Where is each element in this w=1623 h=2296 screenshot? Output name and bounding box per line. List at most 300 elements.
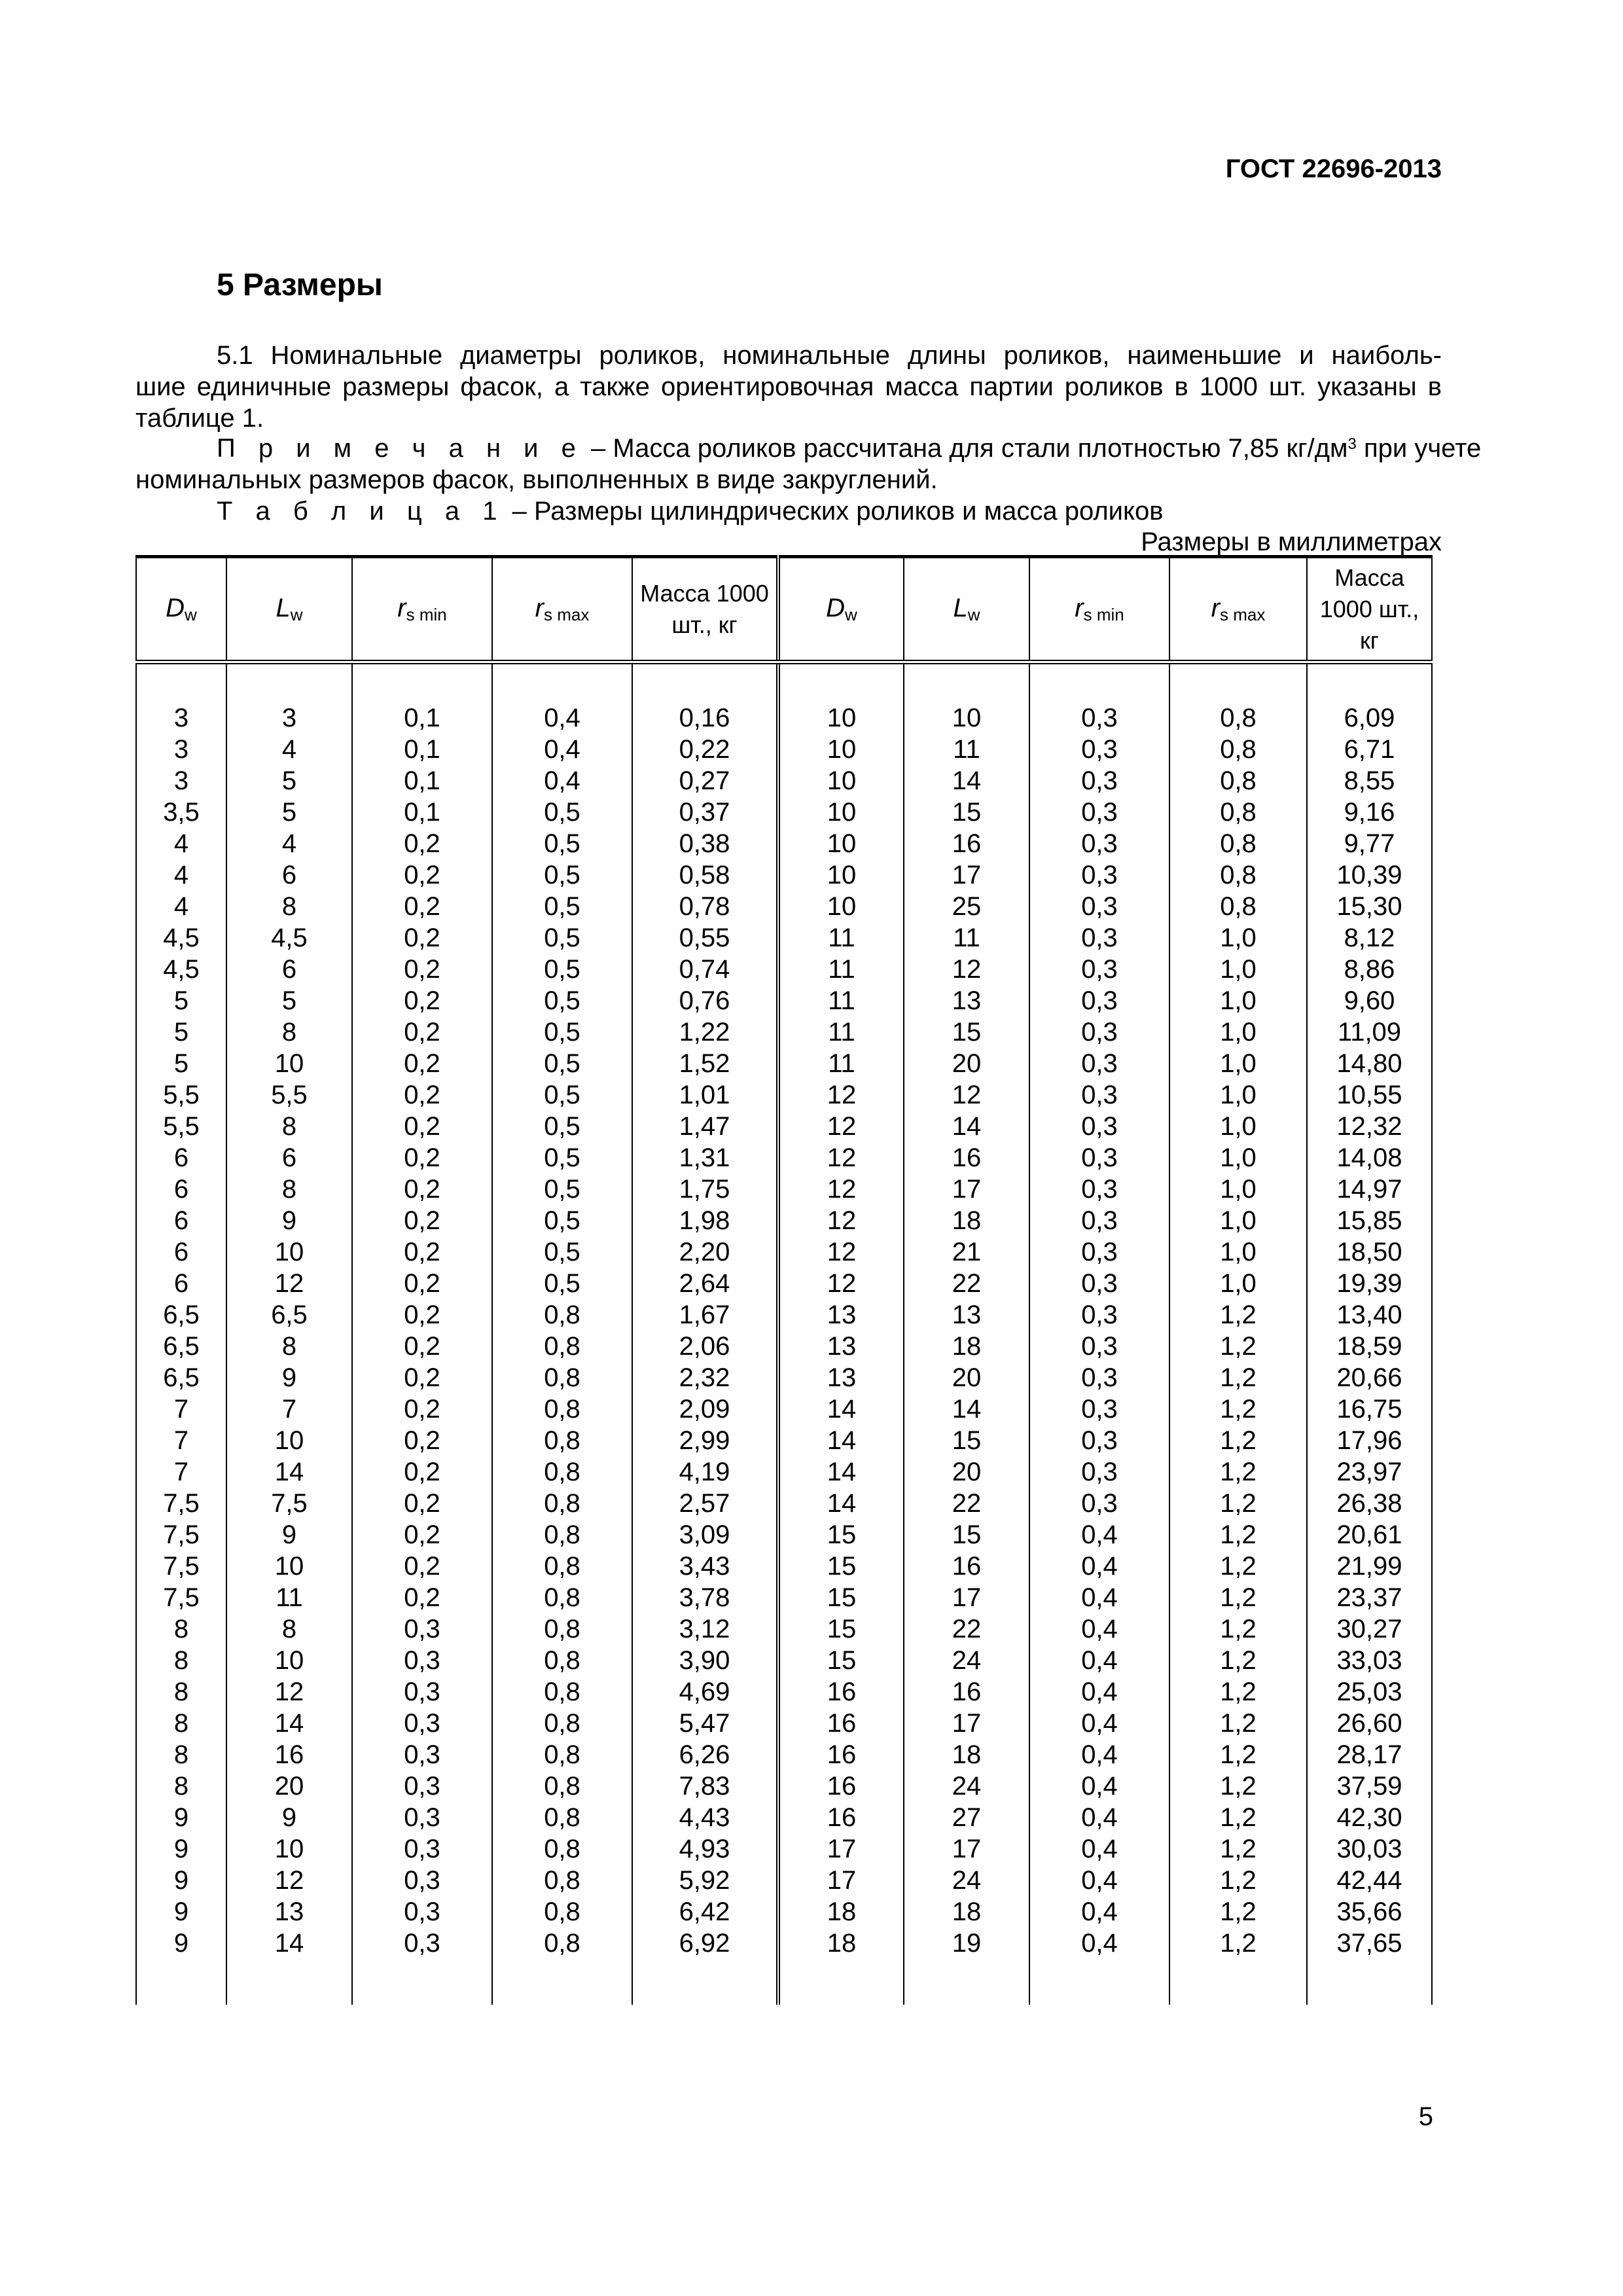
table-row	[136, 1582, 1432, 1613]
column-header	[492, 557, 632, 662]
table-cell: 0,3	[1029, 1268, 1169, 1299]
table-cell: 8	[226, 1111, 352, 1142]
table-cell	[1169, 662, 1307, 703]
table-cell: 0,2	[352, 1299, 492, 1331]
table-cell: 14,80	[1307, 1048, 1432, 1079]
paragraph-line: 5.1 Номинальные диаметры роликов, номинальные длины роликов, наименьшие и наиболь-	[217, 341, 1442, 370]
table-cell: 0,2	[352, 954, 492, 985]
table-cell	[1307, 662, 1432, 703]
table-cell: 17	[904, 1708, 1029, 1739]
table-cell: 0,1	[352, 765, 492, 797]
table-cell: 0,3	[1029, 1425, 1169, 1456]
table-cell: 2,57	[632, 1488, 778, 1519]
table-cell: 0,5	[492, 797, 632, 828]
table-cell: 0,3	[352, 1833, 492, 1865]
table-cell: 0,2	[352, 1425, 492, 1456]
column-header	[1029, 557, 1169, 662]
table-cell: 1,0	[1169, 1016, 1307, 1048]
table-cell: 17	[778, 1865, 904, 1896]
table-cell: 0,5	[492, 891, 632, 922]
table-cell: 14	[904, 1111, 1029, 1142]
table-cell: 10	[904, 702, 1029, 734]
table-cell: 1,0	[1169, 1268, 1307, 1299]
table-cell: 8	[226, 1016, 352, 1048]
table-cell: 18	[904, 1205, 1029, 1236]
table-cell: 0,5	[492, 985, 632, 1016]
table-cell: 5,47	[632, 1708, 778, 1739]
table-cell: 0,4	[1029, 1928, 1169, 1959]
table-cell: 13	[904, 1299, 1029, 1331]
table-cell: 33,03	[1307, 1645, 1432, 1676]
table-row	[136, 1928, 1432, 1959]
table-cell: 0,8	[492, 1645, 632, 1676]
table-cell: 0,58	[632, 859, 778, 891]
table-cell: 6,42	[632, 1896, 778, 1928]
table-cell: 9,16	[1307, 797, 1432, 828]
table-cell: 0,8	[492, 1299, 632, 1331]
table-cell: 6,71	[1307, 734, 1432, 765]
table-cell: 12	[904, 954, 1029, 985]
note-label: П р и м е ч а н и е	[217, 434, 584, 463]
table-cell: 0,5	[492, 1142, 632, 1174]
table-cell: 16	[778, 1802, 904, 1833]
table-cell: 16	[904, 828, 1029, 859]
table-cell: 14,97	[1307, 1174, 1432, 1205]
table-cell: 0,5	[492, 1174, 632, 1205]
table-cell: 10	[778, 765, 904, 797]
table-cell: 7,5	[226, 1488, 352, 1519]
column-header	[1307, 557, 1432, 662]
table-row	[136, 1268, 1432, 1299]
table-cell: 0,3	[352, 1676, 492, 1708]
column-header-subscript: s max	[1219, 604, 1266, 624]
table-cell: 9	[226, 1802, 352, 1833]
table-cell: 12	[226, 1865, 352, 1896]
table-cell: 1,2	[1169, 1299, 1307, 1331]
table-row	[136, 1331, 1432, 1362]
table-cell: 16	[778, 1708, 904, 1739]
table-cell: 0,74	[632, 954, 778, 985]
table-cell: 27	[904, 1802, 1029, 1833]
table-cell: 1,0	[1169, 985, 1307, 1016]
table-cell: 1,01	[632, 1079, 778, 1111]
column-header-subscript: w	[967, 604, 980, 624]
table-cell: 9	[136, 1896, 226, 1928]
table-row	[136, 1048, 1432, 1079]
table-cell: 9	[136, 1865, 226, 1896]
table-cell: 0,16	[632, 702, 778, 734]
table-cell: 6,26	[632, 1739, 778, 1770]
table-row	[136, 1802, 1432, 1833]
table-cell: 0,8	[492, 1551, 632, 1582]
table-cell: 17	[904, 1174, 1029, 1205]
table-cell: 9,60	[1307, 985, 1432, 1016]
table-cell	[1169, 1959, 1307, 2005]
table-cell: 26,60	[1307, 1708, 1432, 1739]
table-cell: 1,2	[1169, 1425, 1307, 1456]
table-cell: 4,5	[136, 922, 226, 954]
table-cell: 2,64	[632, 1268, 778, 1299]
table-cell: 1,67	[632, 1299, 778, 1331]
table-cell: 0,3	[1029, 1236, 1169, 1268]
table-cell: 15	[778, 1582, 904, 1613]
table-cell: 0,8	[1169, 734, 1307, 765]
table-row	[136, 1236, 1432, 1268]
table-cell: 0,3	[352, 1613, 492, 1645]
table-cell: 8	[136, 1613, 226, 1645]
table-cell: 11	[904, 922, 1029, 954]
table-cell: 0,8	[492, 1896, 632, 1928]
column-header-symbol: r	[397, 593, 406, 622]
table-cell: 0,2	[352, 1205, 492, 1236]
table-cell: 23,37	[1307, 1582, 1432, 1613]
table-cell: 0,8	[492, 1393, 632, 1425]
column-header-symbol: r	[535, 593, 544, 622]
table-cell: 0,2	[352, 1488, 492, 1519]
table-cell	[632, 662, 778, 703]
table-row	[136, 922, 1432, 954]
table-cell: 42,44	[1307, 1865, 1432, 1896]
table-cell: 14	[226, 1456, 352, 1488]
table-cell: 0,22	[632, 734, 778, 765]
table-cell: 21	[904, 1236, 1029, 1268]
table-cell: 0,78	[632, 891, 778, 922]
table-cell: 0,5	[492, 1111, 632, 1142]
table-cell: 10	[226, 1833, 352, 1865]
table-cell: 16	[904, 1142, 1029, 1174]
table-cell: 15	[904, 1016, 1029, 1048]
table-cell: 1,2	[1169, 1645, 1307, 1676]
table-row	[136, 1299, 1432, 1331]
table-cell: 0,3	[1029, 922, 1169, 954]
table-row	[136, 1551, 1432, 1582]
table-cell: 13	[778, 1299, 904, 1331]
table-cell: 17	[778, 1833, 904, 1865]
table-cell: 0,8	[492, 1519, 632, 1551]
table-cell: 11	[226, 1582, 352, 1613]
table-cell: 5,5	[136, 1079, 226, 1111]
table-cell: 6	[226, 1142, 352, 1174]
table-row	[136, 1708, 1432, 1739]
column-header-subscript: w	[185, 604, 197, 624]
table-cell: 0,2	[352, 1582, 492, 1613]
table-cell: 0,37	[632, 797, 778, 828]
table-cell: 1,2	[1169, 1833, 1307, 1865]
table-cell	[1029, 662, 1169, 703]
table-cell: 0,76	[632, 985, 778, 1016]
table-cell: 0,8	[492, 1582, 632, 1613]
table-cell: 3,43	[632, 1551, 778, 1582]
table-cell: 0,2	[352, 1079, 492, 1111]
table-cell: 15	[778, 1551, 904, 1582]
table-cell: 20	[904, 1362, 1029, 1393]
table-cell: 0,5	[492, 954, 632, 985]
table-cell: 0,3	[1029, 1488, 1169, 1519]
table-spacer	[136, 1959, 1432, 2005]
table-row	[136, 1865, 1432, 1896]
paragraph-line: шие единичные размеры фасок, а также ориентировочная масса партии роликов в 1000 шт. указаны в	[135, 372, 1442, 401]
column-header	[136, 557, 226, 662]
table-cell: 28,17	[1307, 1739, 1432, 1770]
table-cell: 23,97	[1307, 1456, 1432, 1488]
table-row	[136, 1739, 1432, 1770]
table-cell: 0,2	[352, 1268, 492, 1299]
table-cell: 18,50	[1307, 1236, 1432, 1268]
table-cell: 15	[778, 1645, 904, 1676]
table-cell: 9	[226, 1205, 352, 1236]
column-header-subscript: s max	[543, 604, 590, 624]
table-row	[136, 828, 1432, 859]
table-cell: 0,5	[492, 1079, 632, 1111]
table-cell	[226, 1959, 352, 2005]
table-cell: 20	[904, 1456, 1029, 1488]
table-cell: 0,8	[1169, 891, 1307, 922]
table-cell: 11	[778, 985, 904, 1016]
table-cell: 9	[136, 1928, 226, 1959]
table-cell: 0,4	[1029, 1645, 1169, 1676]
table-cell: 14	[778, 1456, 904, 1488]
table-cell: 15	[778, 1519, 904, 1551]
table-row	[136, 1362, 1432, 1393]
table-caption-label: Т а б л и ц а 1	[217, 497, 505, 526]
table-cell: 14	[904, 765, 1029, 797]
table-cell: 0,2	[352, 1016, 492, 1048]
table-cell: 16	[778, 1770, 904, 1802]
table-cell: 4	[136, 828, 226, 859]
table-cell: 0,3	[1029, 702, 1169, 734]
table-cell: 16	[904, 1676, 1029, 1708]
table-cell: 3,90	[632, 1645, 778, 1676]
table-cell: 0,8	[492, 1456, 632, 1488]
table-cell: 0,3	[1029, 1142, 1169, 1174]
table-row	[136, 1079, 1432, 1111]
table-cell: 0,8	[492, 1802, 632, 1833]
table-cell: 0,4	[1029, 1676, 1169, 1708]
table-cell: 1,31	[632, 1142, 778, 1174]
table-cell: 12	[226, 1676, 352, 1708]
table-cell: 10	[778, 828, 904, 859]
table-cell: 10	[226, 1425, 352, 1456]
table-cell: 0,3	[352, 1896, 492, 1928]
table-cell: 25,03	[1307, 1676, 1432, 1708]
table-cell: 14	[904, 1393, 1029, 1425]
table-cell: 0,3	[1029, 797, 1169, 828]
table-cell: 0,3	[352, 1802, 492, 1833]
table-cell: 8	[136, 1708, 226, 1739]
table-row	[136, 1205, 1432, 1236]
table-cell: 0,3	[1029, 891, 1169, 922]
table-cell: 16,75	[1307, 1393, 1432, 1425]
table-cell: 0,2	[352, 1362, 492, 1393]
table-cell: 4,69	[632, 1676, 778, 1708]
table-cell: 11	[778, 954, 904, 985]
table-cell: 20	[904, 1048, 1029, 1079]
table-cell: 6	[226, 954, 352, 985]
table-cell: 1,2	[1169, 1708, 1307, 1739]
table-cell: 1,52	[632, 1048, 778, 1079]
table-cell: 0,3	[1029, 1048, 1169, 1079]
column-header-symbol: r	[1075, 593, 1084, 622]
table-cell: 4	[136, 891, 226, 922]
column-header	[904, 557, 1029, 662]
table-cell: 13	[904, 985, 1029, 1016]
table-row	[136, 1645, 1432, 1676]
table-cell: 9	[136, 1802, 226, 1833]
table-cell	[632, 1959, 778, 2005]
table-cell: 6	[226, 859, 352, 891]
table-row	[136, 765, 1432, 797]
table-cell: 1,0	[1169, 954, 1307, 985]
table-cell: 2,06	[632, 1331, 778, 1362]
table-cell: 20,61	[1307, 1519, 1432, 1551]
table-cell: 4	[226, 828, 352, 859]
table-cell: 6	[136, 1236, 226, 1268]
table-cell: 15	[904, 1519, 1029, 1551]
section-title: 5 Размеры	[217, 268, 383, 302]
table-cell: 0,5	[492, 1205, 632, 1236]
table-row	[136, 1676, 1432, 1708]
table-cell	[1029, 1959, 1169, 2005]
table-cell: 0,4	[1029, 1708, 1169, 1739]
table-cell: 12	[226, 1268, 352, 1299]
table-cell: 0,3	[352, 1928, 492, 1959]
table-cell	[492, 1959, 632, 2005]
table-cell: 0,4	[1029, 1739, 1169, 1770]
table-cell: 17	[904, 1582, 1029, 1613]
table-cell: 0,8	[1169, 859, 1307, 891]
table-cell: 0,2	[352, 985, 492, 1016]
table-cell: 6	[136, 1268, 226, 1299]
note-superscript: 3	[1347, 435, 1357, 453]
table-cell: 12	[778, 1268, 904, 1299]
table-cell: 0,2	[352, 1393, 492, 1425]
table-row	[136, 1425, 1432, 1456]
table-cell: 25	[904, 891, 1029, 922]
table-cell: 0,3	[1029, 1016, 1169, 1048]
table-cell: 0,5	[492, 1236, 632, 1268]
table-cell: 12	[904, 1079, 1029, 1111]
table-cell: 5,5	[226, 1079, 352, 1111]
table-cell: 7,5	[136, 1582, 226, 1613]
table-cell: 8,12	[1307, 922, 1432, 954]
table-cell: 6	[136, 1142, 226, 1174]
table-cell: 3	[136, 765, 226, 797]
table-cell	[226, 662, 352, 703]
table-cell: 0,5	[492, 1268, 632, 1299]
table-cell: 4,5	[226, 922, 352, 954]
table-cell: 9,77	[1307, 828, 1432, 859]
table-cell: 0,1	[352, 734, 492, 765]
table-cell: 18	[778, 1928, 904, 1959]
table-cell	[492, 662, 632, 703]
table-cell: 0,5	[492, 859, 632, 891]
table-cell: 10	[778, 734, 904, 765]
table-cell: 5,92	[632, 1865, 778, 1896]
table-cell: 0,3	[1029, 1299, 1169, 1331]
column-header	[226, 557, 352, 662]
column-header-symbol: L	[276, 593, 291, 622]
table-cell: 10	[778, 859, 904, 891]
column-header-symbol: r	[1211, 593, 1220, 622]
table-cell: 0,27	[632, 765, 778, 797]
table-cell: 9	[136, 1833, 226, 1865]
table-cell: 12	[778, 1142, 904, 1174]
table-cell: 6,5	[136, 1299, 226, 1331]
table-cell: 7	[136, 1456, 226, 1488]
table-cell: 5	[136, 1016, 226, 1048]
table-cell: 0,4	[1029, 1865, 1169, 1896]
note-text-end: при учете	[1356, 434, 1482, 463]
table-cell: 11	[904, 734, 1029, 765]
table-cell: 1,2	[1169, 1770, 1307, 1802]
table-cell: 18	[904, 1739, 1029, 1770]
table-cell: 10	[226, 1645, 352, 1676]
table-cell: 0,2	[352, 1236, 492, 1268]
table-cell: 12,32	[1307, 1111, 1432, 1142]
table-cell: 7,5	[136, 1551, 226, 1582]
table-cell: 4	[226, 734, 352, 765]
table-row	[136, 859, 1432, 891]
table-cell: 4,43	[632, 1802, 778, 1833]
table-cell	[136, 1959, 226, 2005]
column-header	[352, 557, 492, 662]
table-cell: 0,2	[352, 1174, 492, 1205]
table-row	[136, 1016, 1432, 1048]
table-row	[136, 1456, 1432, 1488]
table-cell: 8,86	[1307, 954, 1432, 985]
table-row	[136, 1488, 1432, 1519]
table-row	[136, 1393, 1432, 1425]
table-cell: 0,4	[492, 734, 632, 765]
table-cell: 0,4	[1029, 1802, 1169, 1833]
column-header-label: Масса 1000 шт., кг	[640, 579, 769, 638]
table-cell: 16	[904, 1551, 1029, 1582]
table-caption-text: – Размеры цилиндрических роликов и масса роликов	[505, 497, 1164, 526]
table-cell: 0,4	[1029, 1896, 1169, 1928]
table-cell: 0,8	[492, 1362, 632, 1393]
table-row	[136, 1111, 1432, 1142]
table-cell: 1,2	[1169, 1582, 1307, 1613]
table-cell	[352, 1959, 492, 2005]
table-cell: 10	[778, 891, 904, 922]
table-cell: 0,2	[352, 828, 492, 859]
table-cell: 8	[226, 1331, 352, 1362]
table-cell: 6,5	[136, 1362, 226, 1393]
table-cell: 20	[226, 1770, 352, 1802]
table-cell: 0,3	[1029, 1456, 1169, 1488]
table-cell: 0,8	[492, 1331, 632, 1362]
table-cell: 0,4	[492, 765, 632, 797]
table-cell: 22	[904, 1613, 1029, 1645]
table-cell: 1,2	[1169, 1865, 1307, 1896]
column-header-symbol: D	[166, 593, 185, 622]
table-cell: 1,0	[1169, 1174, 1307, 1205]
column-header-subscript: s min	[406, 604, 447, 624]
table-cell: 0,8	[1169, 765, 1307, 797]
table-cell: 0,2	[352, 922, 492, 954]
table-cell: 0,3	[1029, 1174, 1169, 1205]
table-cell: 0,2	[352, 1111, 492, 1142]
table-cell: 7,5	[136, 1488, 226, 1519]
table-cell: 0,3	[1029, 765, 1169, 797]
table-cell: 0,4	[492, 702, 632, 734]
table-cell: 0,4	[1029, 1551, 1169, 1582]
table-cell	[778, 1959, 904, 2005]
table-cell: 18	[778, 1896, 904, 1928]
table-cell: 22	[904, 1488, 1029, 1519]
table-cell: 16	[778, 1739, 904, 1770]
table-cell: 15,85	[1307, 1205, 1432, 1236]
